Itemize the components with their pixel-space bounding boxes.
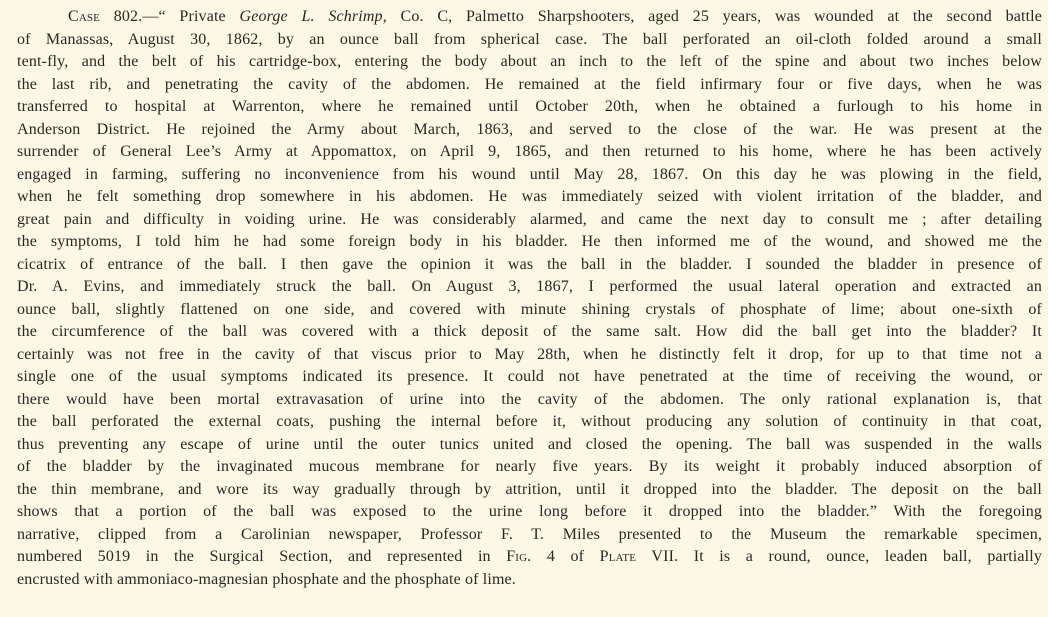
text-line: there would have been mortal extravasation of urine into the cavity of the abdomen. The only rational explanation is, that xyxy=(17,390,1042,408)
fig-line-middle: of xyxy=(554,548,600,565)
figure-reference: Fig. 4 xyxy=(506,548,555,565)
fig-line-before: numbered 5019 in the Surgical Section, and represented in xyxy=(17,548,507,565)
text-line: certainly was not free in the cavity of that viscus prior to May 28th, when he distinctly felt it drop, for up to that time not a xyxy=(17,345,1042,363)
text-line: shows that a portion of the ball was exposed to the urine long before it dropped into the bladder.” With the foregoing xyxy=(17,503,1042,520)
paragraph-first-line xyxy=(17,6,1042,29)
paragraph-last-line: encrusted with ammoniaco-magnesian phosphate and the phosphate of lime. xyxy=(17,570,516,588)
text-line: tent-fly, and the belt of his cartridge-box, entering the body about an inch to the left of the spine and about two inches below xyxy=(17,53,1042,70)
case-label: Case 802. xyxy=(68,8,143,25)
text-line: engaged in farming, suffering no inconvenience from his wound until May 28, 1867. On this day he was plowing in the field, xyxy=(17,165,1042,183)
fig-line-after: . It is a round, ounce, leaden ball, partially xyxy=(674,548,1042,565)
plate-reference: Plate VII xyxy=(599,548,675,565)
text-line: of the bladder by the invaginated mucous membrane for nearly five years. By its weight it probably induced absorption of xyxy=(17,458,1042,475)
text-line: single one of the usual symptoms indicated its presence. It could not have penetrated at the time of receiving the wound, or xyxy=(17,368,1042,385)
text-line: thus preventing any escape of urine until the outer tunics united and closed the opening. The ball was suspended in the walls xyxy=(17,435,1042,453)
text-line: the ball perforated the external coats, pushing the internal before it, without producing any solution of continuity in that coat, xyxy=(17,413,1042,430)
text-line: great pain and difficulty in voiding urine. He was considerably alarmed, and came the next day to consult me ; after detailing xyxy=(17,210,1042,228)
text-line: Anderson District. He rejoined the Army about March, 1863, and served to the close of the war. He was present at the xyxy=(17,120,1042,138)
quote-opening: —“ Private xyxy=(142,8,240,25)
text-line: transferred to hospital at Warrenton, where he remained until October 20th, when he obtained a furlough to his home in xyxy=(17,98,1042,115)
text-line: narrative, clipped from a Carolinian newspaper, Professor F. T. Miles presented to the Museum the remarkable specimen, xyxy=(17,525,1042,543)
text-line: of Manassas, August 30, 1862, by an ounce ball from spherical case. The ball perforated an oil-cloth folded around a small xyxy=(17,30,1042,48)
text-line: the symptoms, I told him he had some foreign body in his bladder. He then informed me of the wound, and showed me the xyxy=(17,233,1042,250)
text-line: when he felt something drop somewhere in his abdomen. He was immediately seized with violent irritation of the bladder, and xyxy=(17,188,1042,205)
text-line: the circumference of the ball was covered with a thick deposit of the same salt. How did the ball get into the bladder? It xyxy=(17,323,1042,340)
patient-name: George L. Schrimp xyxy=(239,8,383,25)
text-line: the last rib, and penetrating the cavity of the abdomen. He remained at the field infirmary four or five days, when he was xyxy=(17,75,1042,93)
text-line: Dr. A. Evins, and immediately struck the ball. On August 3, 1867, I performed the usual lateral operation and extracted an xyxy=(17,278,1042,295)
text-line: surrender of General Lee’s Army at Appomattox, on April 9, 1865, and then returned to his home, where he has been actively xyxy=(17,143,1042,160)
text-line: the thin membrane, and wore its way gradually through by attrition, until it dropped into the bladder. The deposit on the ball xyxy=(17,480,1042,498)
text-line: ounce ball, slightly flattened on one side, and covered with minute shining crystals of phosphate of lime; about one-sixth of xyxy=(17,300,1042,318)
text-line: cicatrix of entrance of the ball. I then gave the opinion it was the ball in the bladder. I sounded the bladder in presence of xyxy=(17,255,1042,273)
figure-reference-line xyxy=(17,546,1042,569)
first-line-rest: , Co. C, Palmetto Sharpshooters, aged 25 years, was wounded at the second battle xyxy=(382,8,1042,25)
